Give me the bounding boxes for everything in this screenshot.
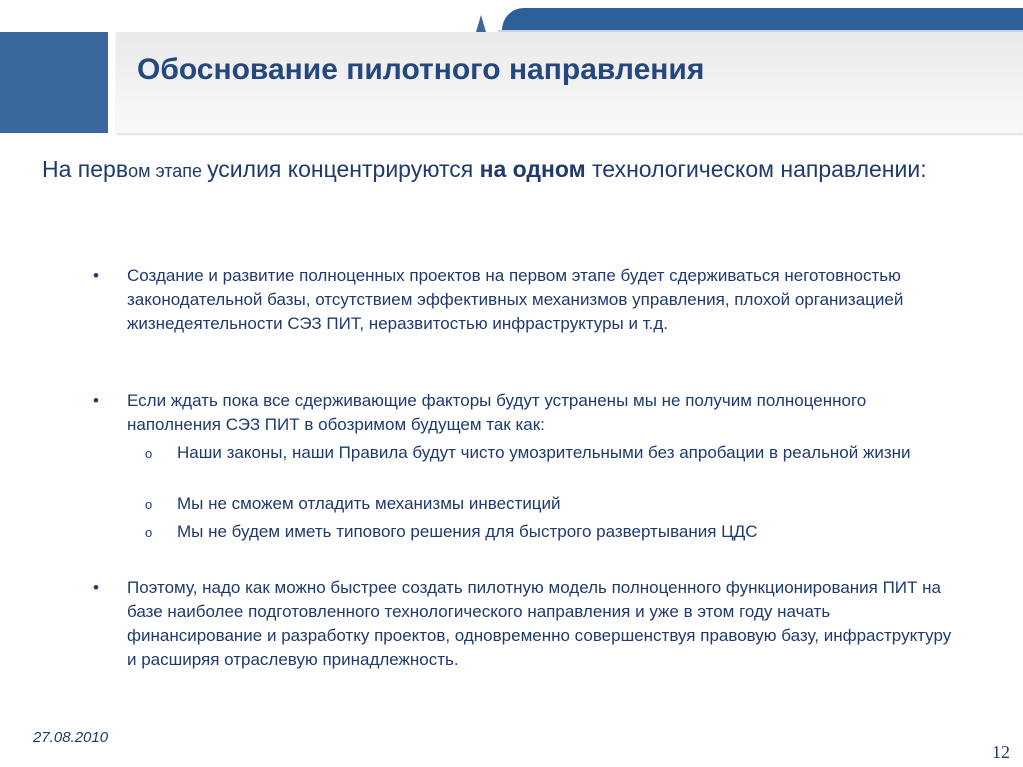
bullet-text: Поэтому, надо как можно быстрее создать пилотную модель полноценного функционирования ПИТ на базе наиболее подготовленного технологического направления и уже в этом году начать финансирование и разработку проектов, одновременно совершенствуя правовую базу, инфраструктуру и расширяя отраслевую принадлежность. bbox=[127, 578, 952, 669]
bullet-marker: • bbox=[93, 266, 99, 285]
decorative-spike bbox=[476, 15, 486, 32]
bullet-item bbox=[93, 576, 957, 672]
intro-text-part2: ом этапе bbox=[128, 161, 208, 181]
sub-bullet-marker: o bbox=[145, 497, 153, 512]
bullet-text: Создание и развитие полноценных проектов на первом этапе будет сдерживаться неготовностью законодательной базы, отсутствием эффективных механизмов управления, плохой организацией жизнедеятельности СЭЗ ПИТ, неразвитостью инфраструктуры и т.д. bbox=[127, 266, 904, 333]
bullet-text: Если ждать пока все сдерживающие факторы будут устранены мы не получим полноценного наполнения СЭЗ ПИТ в обозримом будущем так как: bbox=[127, 391, 867, 434]
title-accent-square bbox=[0, 32, 108, 133]
sub-bullet-text: Мы не будем иметь типового решения для быстрого развертывания ЦДС bbox=[177, 522, 758, 541]
intro-paragraph bbox=[42, 154, 1002, 187]
intro-text-part4: технологическом направлении: bbox=[585, 156, 927, 182]
bullet-item bbox=[93, 389, 957, 437]
slide-title: Обоснование пилотного направления bbox=[137, 53, 705, 86]
bullet-marker: • bbox=[93, 391, 99, 410]
footer-date: 27.08.2010 bbox=[33, 729, 109, 746]
intro-text-part1: На перв bbox=[42, 156, 129, 182]
intro-emphasis: на одном bbox=[479, 156, 586, 182]
sub-bullet-item bbox=[145, 492, 967, 516]
sub-bullet-marker: o bbox=[145, 446, 153, 461]
sub-bullet-text: Наши законы, наши Правила будут чисто умозрительными без апробации в реальной жизни bbox=[177, 443, 911, 462]
sub-bullet-item bbox=[145, 441, 967, 465]
bullet-marker: • bbox=[93, 578, 99, 597]
sub-bullet-marker: o bbox=[145, 525, 153, 540]
page-number: 12 bbox=[992, 742, 1010, 762]
intro-text-part3: усилия концентрируются bbox=[207, 156, 480, 182]
sub-bullet-text: Мы не сможем отладить механизмы инвестиций bbox=[177, 494, 561, 513]
bullet-item bbox=[93, 264, 957, 336]
sub-bullet-item bbox=[145, 520, 967, 544]
